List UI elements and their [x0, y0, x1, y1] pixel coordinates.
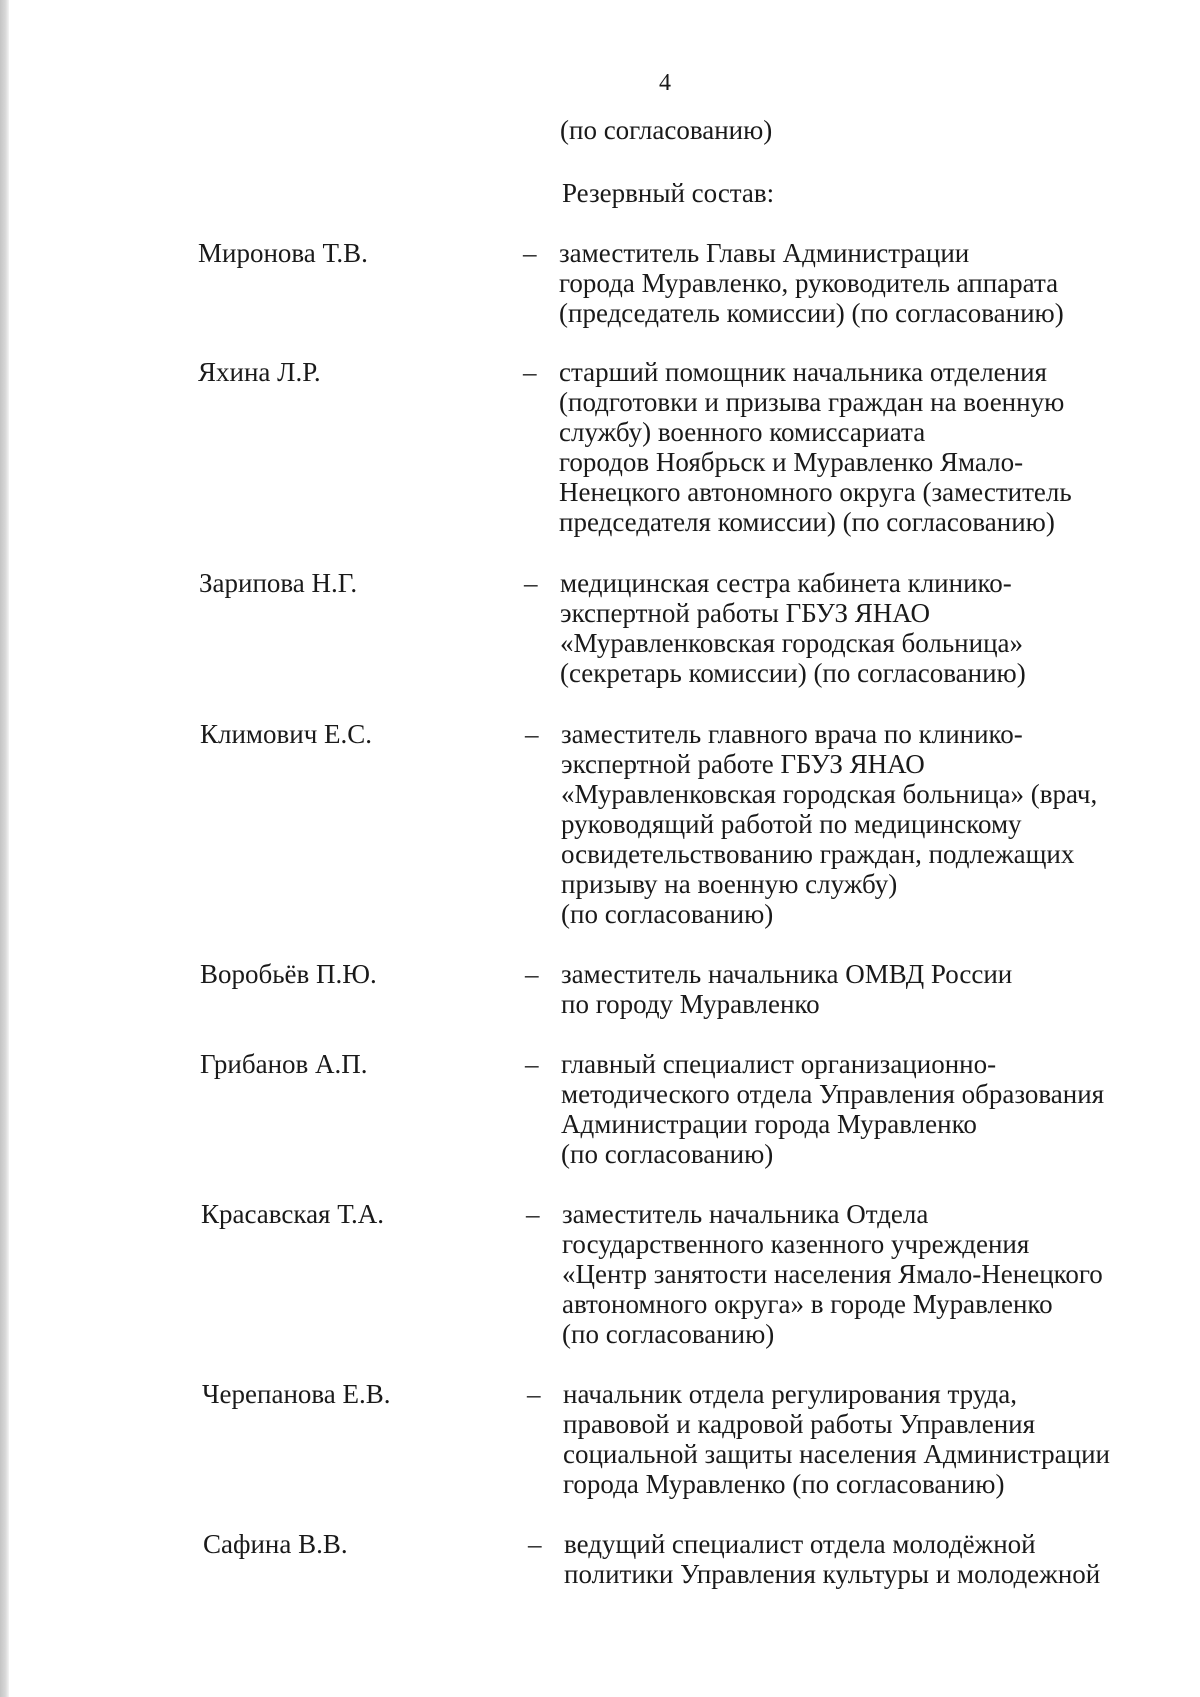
member-name: Воробьёв П.Ю. [200, 959, 377, 989]
dash-separator: – [523, 357, 537, 387]
dash-separator: – [523, 238, 537, 268]
dash-separator: – [525, 1049, 539, 1079]
member-name: Черепанова Е.В. [202, 1379, 391, 1409]
dash-separator: – [525, 719, 539, 749]
dash-separator: – [526, 1199, 540, 1229]
member-name: Красавская Т.А. [201, 1199, 385, 1229]
member-role: заместитель начальника ОМВД России по городу Муравленко [561, 959, 1013, 1019]
dash-separator: – [527, 1379, 541, 1409]
section-title: Резервный состав: [562, 178, 775, 208]
member-role: старший помощник начальника отделения (подготовки и призыва граждан на военную службу) военного комиссариата городов Ноябрьск и Муравленко Ямало- Ненецкого автономного округа (заместитель председателя комиссии) (по согласованию) [559, 357, 1072, 537]
member-role: заместитель начальника Отдела государственного казенного учреждения «Центр занятости населения Ямало-Ненецкого автономного округа» в городе Муравленко (по согласованию) [562, 1199, 1103, 1349]
member-role: медицинская сестра кабинета клинико- экспертной работы ГБУЗ ЯНАО «Муравленковская городская больница» (секретарь комиссии) (по согласованию) [560, 568, 1026, 688]
dash-separator: – [524, 568, 538, 598]
member-name: Климович Е.С. [200, 719, 373, 749]
member-name: Грибанов А.П. [200, 1049, 368, 1079]
member-role: заместитель Главы Администрации города Муравленко, руководитель аппарата (председатель комиссии) (по согласованию) [559, 238, 1064, 328]
member-name: Сафина В.В. [203, 1529, 348, 1559]
top-note: (по согласованию) [560, 115, 773, 145]
dash-separator: – [528, 1529, 542, 1559]
dash-separator: – [525, 959, 539, 989]
member-name: Яхина Л.Р. [198, 357, 321, 387]
member-role: заместитель главного врача по клинико- экспертной работе ГБУЗ ЯНАО «Муравленковская городская больница» (врач, руководящий работой по медицинскому освидетельствованию граждан, подлежащих призыву на военную службу) (по согласованию) [561, 719, 1098, 929]
page-number: 4 [659, 70, 671, 96]
member-name: Зарипова Н.Г. [199, 568, 358, 598]
member-role: ведущий специалист отдела молодёжной политики Управления культуры и молодежной [564, 1529, 1101, 1589]
member-name: Миронова Т.В. [198, 238, 368, 268]
scan-edge [0, 0, 9, 1697]
member-role: главный специалист организационно- методического отдела Управления образования Администрации города Муравленко (по согласованию) [561, 1049, 1105, 1169]
member-role: начальник отдела регулирования труда, правовой и кадровой работы Управления социальной защиты населения Администрации города Муравленко (по согласованию) [563, 1379, 1110, 1499]
